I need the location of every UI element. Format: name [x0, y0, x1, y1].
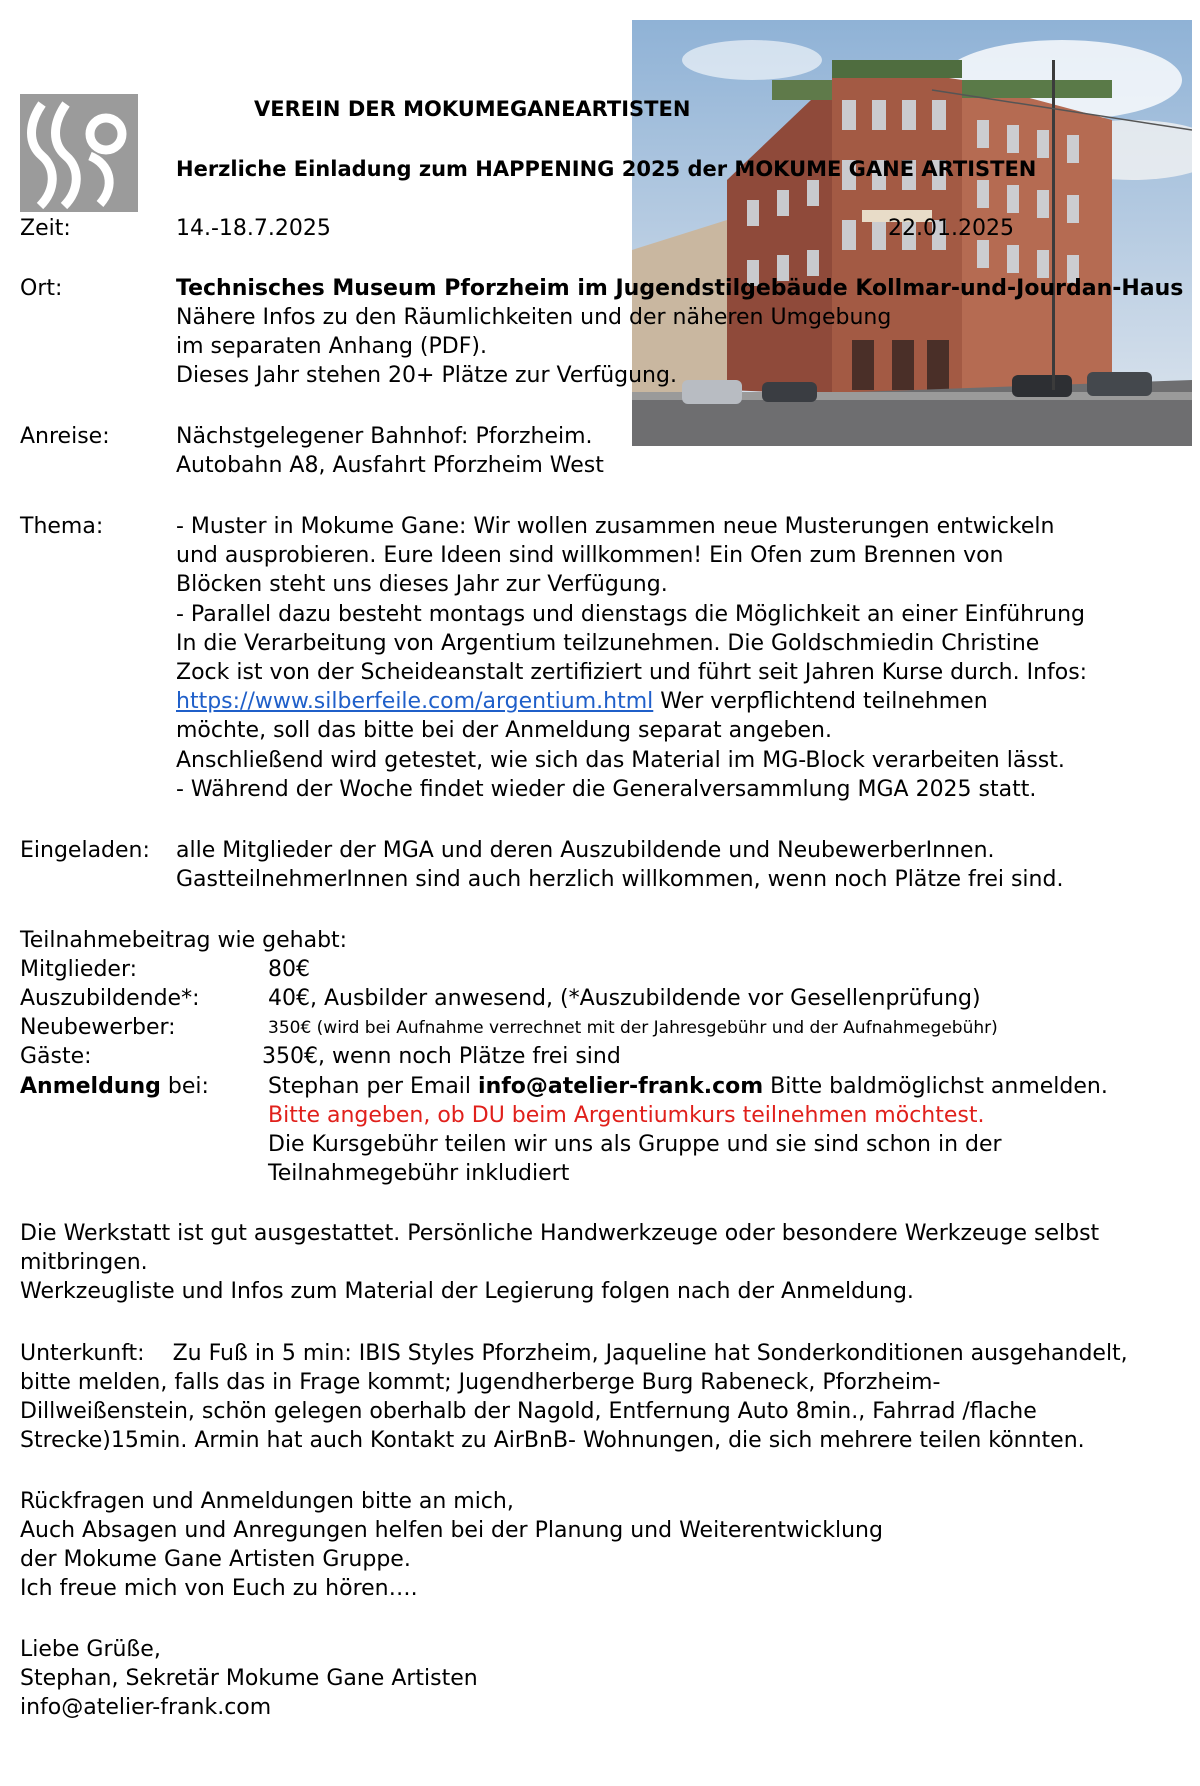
fee-label: Mitglieder: — [20, 957, 138, 982]
anmeldung-line — [268, 1072, 1108, 1102]
thema-line: Anschließend wird getestet, wie sich das Material im MG-Block verarbeiten lässt. — [176, 748, 1065, 773]
thema-line: und ausprobieren. Eure Ideen sind willkommen! Ein Ofen zum Brennen von — [176, 543, 1004, 568]
rueckfragen-line: Ich freue mich von Euch zu hören…. — [20, 1576, 418, 1601]
eingeladen-line: alle Mitglieder der MGA und deren Auszubildende und NeubewerberInnen. — [176, 838, 995, 863]
zeit-label: Zeit: — [20, 216, 71, 241]
ort-line: Nähere Infos zu den Räumlichkeiten und der näheren Umgebung — [176, 305, 892, 330]
anmeldung-post: Bitte baldmöglichst anmelden. — [763, 1074, 1108, 1099]
argentium-link[interactable]: https://www.silberfeile.com/argentium.html — [176, 689, 654, 714]
unterkunft-line: bitte melden, falls das in Frage kommt; Jugendherberge Burg Rabeneck, Pforzheim- — [20, 1370, 941, 1395]
fees-heading: Teilnahmebeitrag wie gehabt: — [20, 928, 348, 953]
signature-name: Stephan, Sekretär Mokume Gane Artisten — [20, 1666, 478, 1691]
thema-line: In die Verarbeitung von Argentium teilzunehmen. Die Goldschmiedin Christine — [176, 631, 1040, 656]
unterkunft-line: Dillweißenstein, schön gelegen oberhalb der Nagold, Entfernung Auto 8min., Fahrrad /flache — [20, 1399, 1037, 1424]
fee-label: Gäste: — [20, 1044, 92, 1069]
fee-value: 350€, wenn noch Plätze frei sind — [262, 1044, 621, 1069]
fee-value: 80€ — [268, 957, 310, 982]
anmeldung-email[interactable]: info@atelier-frank.com — [478, 1074, 764, 1099]
werkstatt-line: mitbringen. — [20, 1250, 148, 1275]
thema-line: möchte, soll das bitte bei der Anmeldung separat angeben. — [176, 718, 832, 743]
fee-label: Neubewerber: — [20, 1015, 176, 1040]
ort-label: Ort: — [20, 276, 63, 301]
anmeldung-line: Teilnahmegebühr inkludiert — [268, 1161, 570, 1186]
thema-label: Thema: — [20, 514, 104, 539]
fee-value: 350€ (wird bei Aufnahme verrechnet mit der Jahresgebühr und der Aufnahmegebühr) — [268, 1018, 998, 1038]
eingeladen-label: Eingeladen: — [20, 838, 150, 863]
thema-line-with-link — [176, 687, 988, 717]
document-date: 22.01.2025 — [888, 216, 1014, 241]
ort-line: im separaten Anhang (PDF). — [176, 334, 487, 359]
anmeldung-red-note: Bitte angeben, ob DU beim Argentiumkurs teilnehmen möchtest. — [268, 1103, 985, 1128]
signature-email[interactable]: info@atelier-frank.com — [20, 1695, 272, 1720]
ort-title: Technisches Museum Pforzheim im Jugendstilgebäude Kollmar-und-Jourdan-Haus — [176, 276, 1184, 301]
zeit-value: 14.-18.7.2025 — [176, 216, 331, 241]
org-title: VEREIN DER MOKUMEGANEARTISTEN — [254, 97, 691, 121]
thema-line: - Muster in Mokume Gane: Wir wollen zusammen neue Musterungen entwickeln — [176, 514, 1055, 539]
anmeldung-label-rest: bei: — [160, 1074, 209, 1099]
anreise-line: Autobahn A8, Ausfahrt Pforzheim West — [176, 453, 604, 478]
signature-greeting: Liebe Grüße, — [20, 1637, 161, 1662]
thema-line: - Parallel dazu besteht montags und dienstags die Möglichkeit an einer Einführung — [176, 602, 1086, 627]
fee-label: Auszubildende*: — [20, 986, 200, 1011]
unterkunft-line: Strecke)15min. Armin hat auch Kontakt zu AirBnB- Wohnungen, die sich mehrere teilen könnten. — [20, 1428, 1085, 1453]
anmeldung-label-bold: Anmeldung — [20, 1074, 161, 1099]
rueckfragen-line: Rückfragen und Anmeldungen bitte an mich, — [20, 1489, 514, 1514]
anreise-line: Nächstgelegener Bahnhof: Pforzheim. — [176, 424, 593, 449]
thema-line: - Während der Woche findet wieder die Generalversammlung MGA 2025 statt. — [176, 777, 1037, 802]
anreise-label: Anreise: — [20, 424, 110, 449]
rueckfragen-line: Auch Absagen und Anregungen helfen bei der Planung und Weiterentwicklung — [20, 1518, 883, 1543]
ort-line: Dieses Jahr stehen 20+ Plätze zur Verfügung. — [176, 363, 677, 388]
anmeldung-label — [20, 1072, 209, 1102]
fee-value: 40€, Ausbilder anwesend, (*Auszubildende vor Gesellenprüfung) — [268, 986, 981, 1011]
eingeladen-line: GastteilnehmerInnen sind auch herzlich willkommen, wenn noch Plätze frei sind. — [176, 867, 1064, 892]
anmeldung-pre: Stephan per Email — [268, 1074, 479, 1099]
thema-line: Zock ist von der Scheideanstalt zertifiziert und führt seit Jahren Kurse durch. Infos: — [176, 660, 1088, 685]
rueckfragen-line: der Mokume Gane Artisten Gruppe. — [20, 1547, 411, 1572]
unterkunft-line: Unterkunft: Zu Fuß in 5 min: IBIS Styles Pforzheim, Jaqueline hat Sonderkonditionen ausgehandelt, — [20, 1341, 1128, 1366]
werkstatt-line: Die Werkstatt ist gut ausgestattet. Persönliche Handwerkzeuge oder besondere Werkzeuge selbst — [20, 1221, 1100, 1246]
mga-logo-icon — [20, 94, 138, 212]
thema-link-rest: Wer verpflichtend teilnehmen — [653, 689, 988, 714]
thema-line: Blöcken steht uns dieses Jahr zur Verfügung. — [176, 572, 668, 597]
anmeldung-line: Die Kursgebühr teilen wir uns als Gruppe und sie sind schon in der — [268, 1132, 1002, 1157]
invitation-title: Herzliche Einladung zum HAPPENING 2025 der MOKUME GANE ARTISTEN — [176, 157, 1037, 181]
werkstatt-line: Werkzeugliste und Infos zum Material der Legierung folgen nach der Anmeldung. — [20, 1279, 914, 1304]
